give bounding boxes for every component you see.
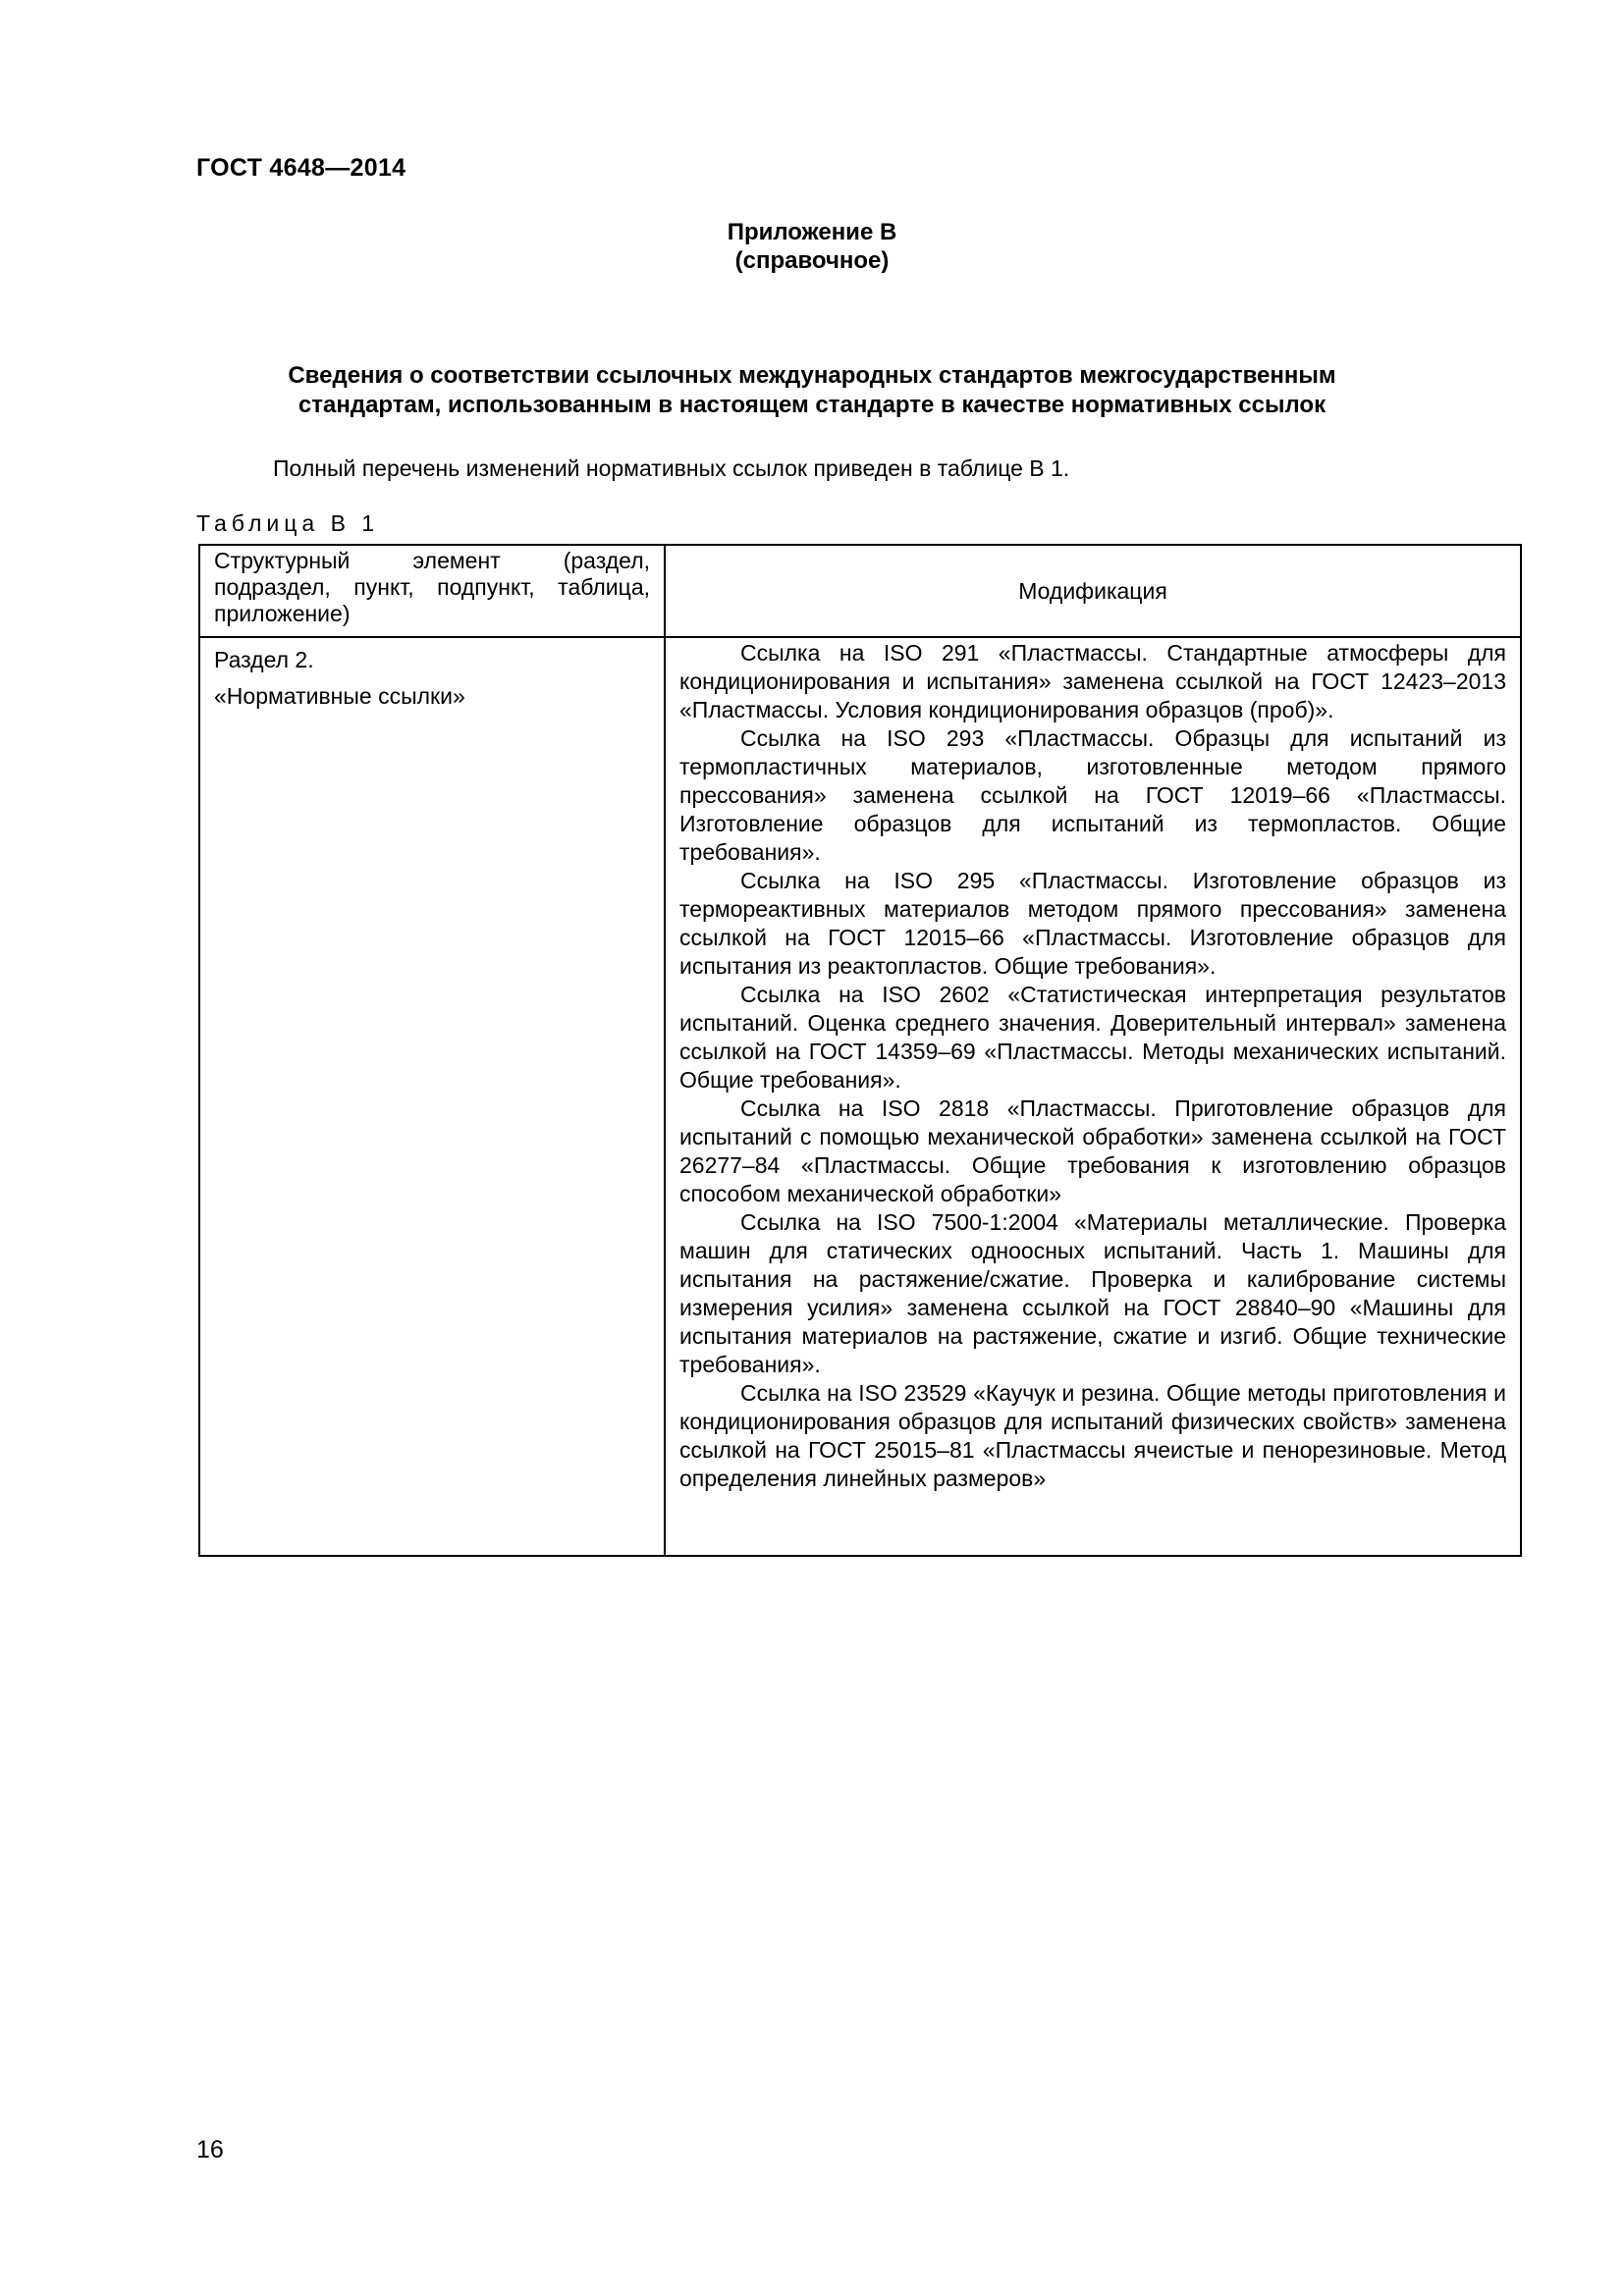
cell-structural-element [199,637,665,1556]
document-code: ГОСТ 4648—2014 [196,154,406,182]
page-number: 16 [196,2136,224,2163]
header-cell-modification: Модификация [665,545,1521,637]
modification-paragraph: Ссылка на ISO 7500-1:2004 «Материалы металлические. Проверка машин для статических одноосных испытаний. Часть 1. Машины для испытания на растяжение/сжатие. Проверка и калибрование системы измерения усилия» заменена ссылкой на ГОСТ 28840–90 «Машины для испытания материалов на растяжение, сжатие и изгиб. Общие технические требования». [679,1209,1506,1377]
modification-paragraph: Ссылка на ISO 293 «Пластмассы. Образцы для испытаний из термопластичных материалов, изготовленные методом прямого прессования» заменена ссылкой на ГОСТ 12019–66 «Пластмассы. Изготовление образцов для испытаний из термопластов. Общие требования». [679,725,1506,865]
modification-paragraph: Ссылка на ISO 291 «Пластмассы. Стандартные атмосферы для кондиционирования и испытания» заменена ссылкой на ГОСТ 12423–2013 «Пластмассы. Условия кондиционирования образцов (проб)». [679,640,1506,722]
element-section-number: Раздел 2. [214,647,314,672]
table-header-row [199,545,1521,637]
section-title-line-2: стандартам, использованным в настоящем стандарте в качестве нормативных ссылок [298,392,1326,418]
appendix-subtitle: (справочное) [734,247,890,274]
modification-paragraph: Ссылка на ISO 2602 «Статистическая интерпретация результатов испытаний. Оценка среднего значения. Доверительный интервал» заменена ссылкой на ГОСТ 14359–69 «Пластмассы. Методы механических испытаний. Общие требования». [679,982,1506,1093]
table-row [199,637,1521,1556]
table-caption: Таблица В 1 [196,510,380,536]
modification-paragraph: Ссылка на ISO 2818 «Пластмассы. Приготовление образцов для испытаний с помощью механической обработки» заменена ссылкой на ГОСТ 26277–84 «Пластмассы. Общие требования к изготовлению образцов способом механической обработки» [679,1095,1506,1206]
appendix-heading [0,218,1624,275]
element-section-name: «Нормативные ссылки» [214,683,465,709]
intro-paragraph: Полный перечень изменений нормативных ссылок приведен в таблице В 1. [273,455,1070,481]
cell-modification [665,637,1521,1556]
modification-paragraph: Ссылка на ISO 295 «Пластмассы. Изготовление образцов из термореактивных материалов методом прямого прессования» заменена ссылкой на ГОСТ 12015–66 «Пластмассы. Изготовление образцов для испытания из реактопластов. Общие требования». [679,868,1506,979]
modification-paragraph: Ссылка на ISO 23529 «Каучук и резина. Общие методы приготовления и кондиционирования образцов для испытаний физических свойств» заменена ссылкой на ГОСТ 25015–81 «Пластмассы ячеистые и пенорезиновые. Метод определения линейных размеров» [679,1380,1506,1491]
section-title-line-1: Сведения о соответствии ссылочных международных стандартов межгосударственным [288,362,1336,389]
header-cell-structural-element: Структурный элемент (раздел, подраздел, пункт, подпункт, таблица, приложение) [199,545,665,637]
section-title [0,361,1624,420]
appendix-title: Приложение В [727,219,897,245]
reference-table [198,544,1522,1557]
